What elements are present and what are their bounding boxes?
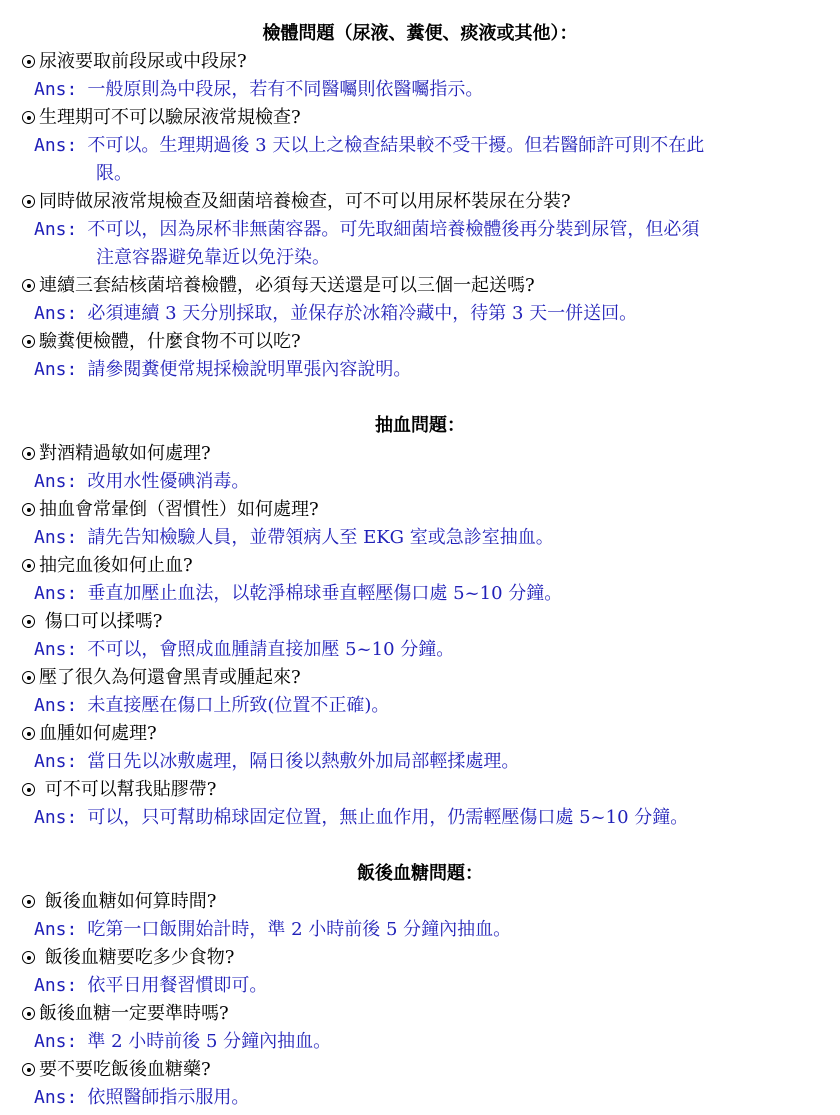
question-text: 驗糞便檢體，什麼食物不可以吃? [39,331,301,352]
answer-label: Ans: [34,135,78,156]
section-spacer [0,384,840,412]
answer-text: 改用水性優碘消毒。 [87,471,250,492]
answer-label: Ans: [34,219,78,240]
answer-text: 未直接壓在傷口上所致(位置不正確)。 [87,695,390,716]
section-heading: 檢體問題（尿液、糞便、痰液或其他）： [262,23,578,44]
faq-item [0,664,840,720]
faq-item [0,328,840,384]
faq-item [0,776,840,832]
faq-item [0,104,840,188]
answer-label: Ans: [34,807,78,828]
answer-label: Ans: [34,1087,78,1108]
question-text: 抽完血後如何止血? [39,555,193,576]
answer-label: Ans: [34,583,78,604]
bullet-icon [22,615,35,628]
section-heading: 飯後血糖問題： [357,863,483,884]
bullet-icon [22,335,35,348]
section-specimen [0,20,840,384]
bullet-icon [22,951,35,964]
faq-item [0,188,840,272]
answer-text: 不可以，會照成血腫請直接加壓 5~10 分鐘。 [87,639,455,660]
answer-label: Ans: [34,639,78,660]
bullet-icon [22,503,35,516]
question-text: 尿液要取前段尿或中段尿? [39,51,247,72]
answer-text-continued: 注意容器避免靠近以免汙染。 [96,247,330,268]
answer-text: 一般原則為中段尿，若有不同醫囑則依醫囑指示。 [87,79,484,100]
bullet-icon [22,111,35,124]
bullet-icon [22,55,35,68]
answer-text: 準 2 小時前後 5 分鐘內抽血。 [87,1031,332,1052]
question-text: 生理期可不可以驗尿液常規檢查? [39,107,301,128]
answer-label: Ans: [34,527,78,548]
section-heading: 抽血問題： [375,415,465,436]
answer-label: Ans: [34,471,78,492]
answer-label: Ans: [34,751,78,772]
answer-text: 依照醫師指示服用。 [87,1087,250,1108]
answer-text: 不可以。生理期過後 3 天以上之檢查結果較不受干擾。但若醫師許可則不在此 [87,135,705,156]
faq-item [0,944,840,1000]
question-text: 抽血會常暈倒（習慣性）如何處理? [39,499,319,520]
question-text: 壓了很久為何還會黑青或腫起來? [39,667,301,688]
question-text: 血腫如何處理? [39,723,157,744]
answer-text: 當日先以冰敷處理，隔日後以熱敷外加局部輕揉處理。 [87,751,520,772]
answer-text: 依平日用餐習慣即可。 [87,975,268,996]
faq-item [0,440,840,496]
question-text: 飯後血糖要吃多少食物? [39,947,235,968]
answer-text: 請參閱糞便常規採檢說明單張內容說明。 [87,359,412,380]
question-text: 要不要吃飯後血糖藥? [39,1059,211,1080]
question-text: 傷口可以揉嗎? [39,611,163,632]
answer-label: Ans: [34,1031,78,1052]
answer-label: Ans: [34,695,78,716]
question-text: 可不可以幫我貼膠帶? [39,779,217,800]
answer-text: 垂直加壓止血法，以乾淨棉球垂直輕壓傷口處 5~10 分鐘。 [87,583,563,604]
faq-item [0,1056,840,1112]
answer-text-continued: 限。 [96,163,132,184]
bullet-icon [22,1007,35,1020]
answer-label: Ans: [34,303,78,324]
bullet-icon [22,1063,35,1076]
faq-item [0,1000,840,1056]
faq-item [0,720,840,776]
bullet-icon [22,671,35,684]
answer-text: 不可以，因為尿杯非無菌容器。可先取細菌培養檢體後再分裝到尿管，但必須 [87,219,700,240]
answer-text: 可以，只可幫助棉球固定位置，無止血作用，仍需輕壓傷口處 5~10 分鐘。 [87,807,689,828]
faq-item [0,48,840,104]
bullet-icon [22,727,35,740]
answer-label: Ans: [34,975,78,996]
bullet-icon [22,783,35,796]
question-text: 連續三套結核菌培養檢體，必須每天送還是可以三個一起送嗎? [39,275,535,296]
faq-item [0,552,840,608]
answer-label: Ans: [34,919,78,940]
section-spacer [0,832,840,860]
faq-item [0,888,840,944]
answer-label: Ans: [34,79,78,100]
question-text: 飯後血糖如何算時間? [39,891,217,912]
answer-text: 必須連續 3 天分別採取，並保存於冰箱冷藏中，待第 3 天一併送回。 [87,303,638,324]
question-text: 對酒精過敏如何處理? [39,443,211,464]
bullet-icon [22,279,35,292]
question-text: 同時做尿液常規檢查及細菌培養檢查，可不可以用尿杯裝尿在分裝? [39,191,571,212]
faq-item [0,608,840,664]
question-text: 飯後血糖一定要準時嗎? [39,1003,229,1024]
bullet-icon [22,895,35,908]
section-blood-draw [0,412,840,832]
answer-text: 吃第一口飯開始計時，準 2 小時前後 5 分鐘內抽血。 [87,919,512,940]
bullet-icon [22,447,35,460]
answer-text: 請先告知檢驗人員，並帶領病人至 EKG 室或急診室抽血。 [87,527,554,548]
faq-item [0,496,840,552]
section-postprandial-glucose [0,860,840,1112]
faq-item [0,272,840,328]
bullet-icon [22,195,35,208]
answer-label: Ans: [34,359,78,380]
bullet-icon [22,559,35,572]
